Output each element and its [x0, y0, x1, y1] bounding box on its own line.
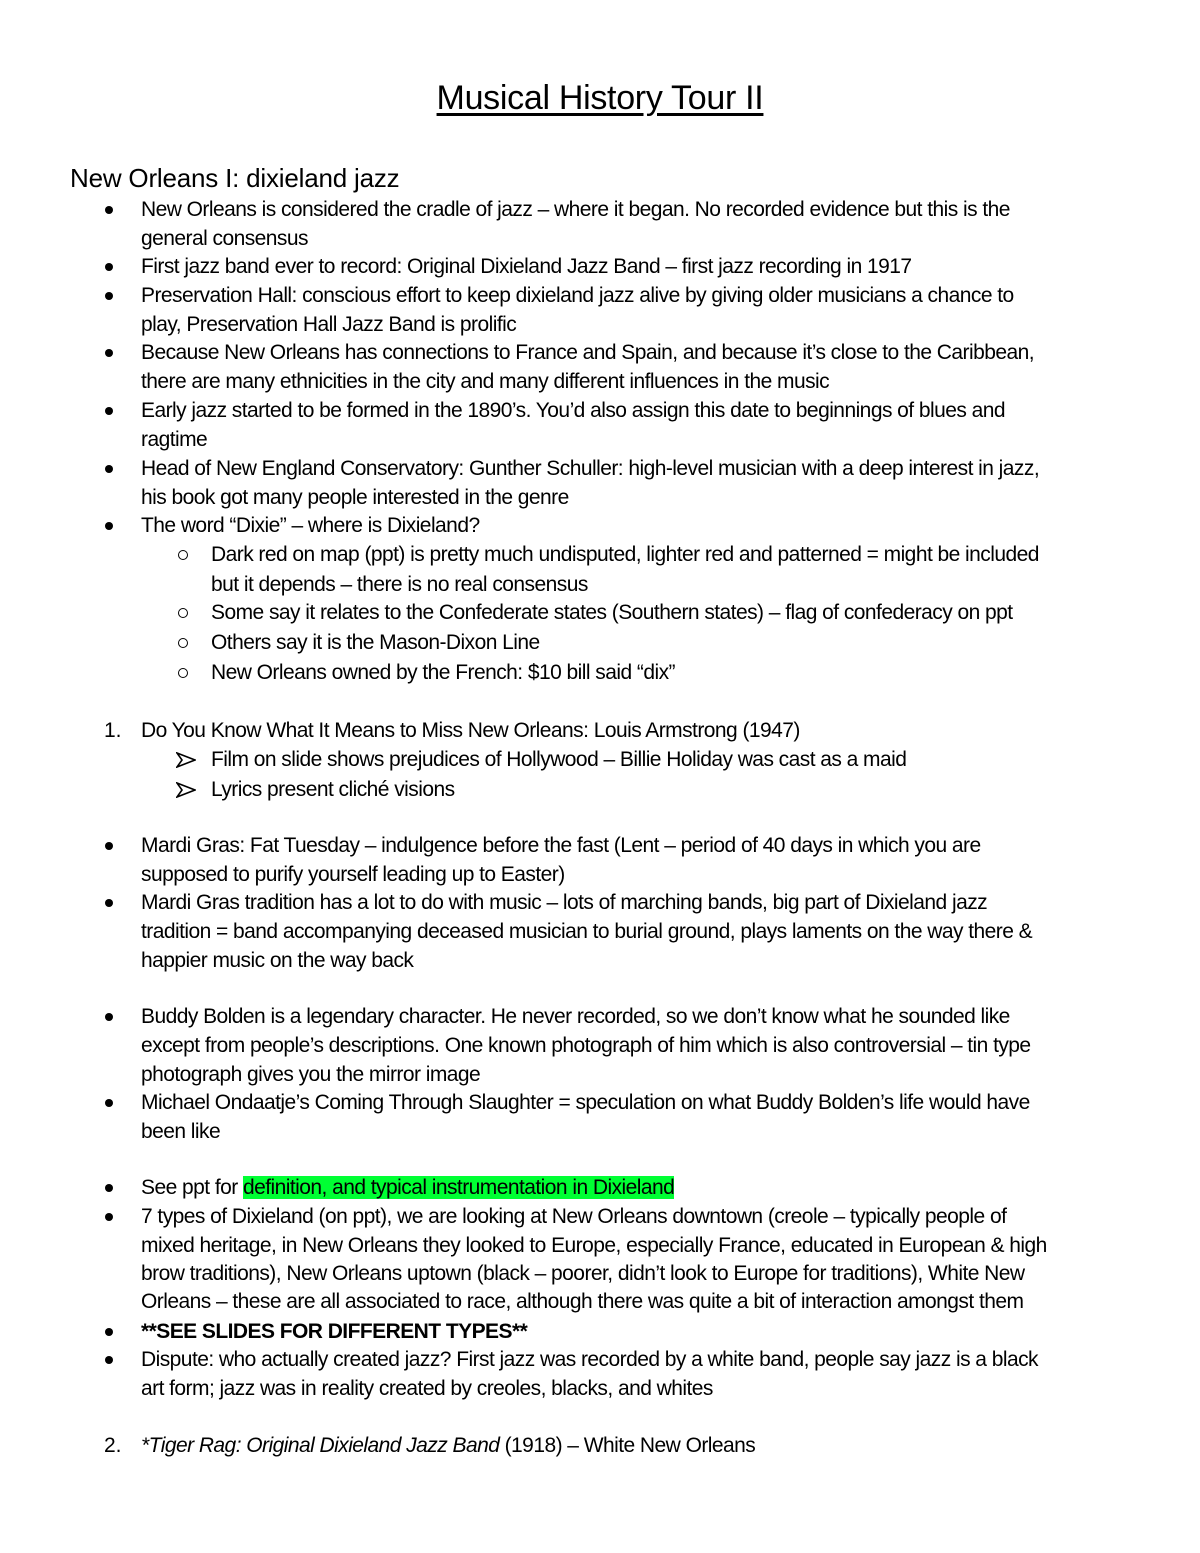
list-item-line: Because New Orleans has connections to France and Spain, and because it’s close to the Caribbean, [141, 341, 1035, 364]
list-item-line: Orleans – these are all associated to race, although there was quite a bit of interaction amongst them [141, 1290, 1024, 1313]
list-number: 2. [104, 1434, 122, 1457]
list-item-line: photograph gives you the mirror image [141, 1063, 481, 1086]
bullet-marker [103, 889, 115, 917]
list-item-line: general consensus [141, 227, 308, 250]
list-item-line: Preservation Hall: conscious effort to keep dixieland jazz alive by giving older musicians a chance to [141, 284, 1014, 307]
sub-list-item-line: Dark red on map (ppt) is pretty much undisputed, lighter red and patterned = might be included [211, 543, 1039, 566]
bullet-marker [103, 1318, 115, 1346]
sub-list-item-line: but it depends – there is no real consensus [211, 573, 588, 596]
bullet-marker [103, 339, 115, 367]
section-heading: New Orleans I: dixieland jazz [70, 163, 400, 193]
song-title-line [141, 1432, 755, 1460]
arrow-bullet-icon [176, 746, 198, 774]
list-item-line: play, Preservation Hall Jazz Band is prolific [141, 313, 517, 336]
list-item-line: supposed to purify yourself leading up to Easter) [141, 863, 565, 886]
list-item-line: Buddy Bolden is a legendary character. He never recorded, so we don’t know what he sounded like [141, 1005, 1010, 1028]
bullet-marker [103, 397, 115, 425]
bullet-marker [103, 1346, 115, 1374]
list-item-line: ragtime [141, 428, 208, 451]
list-item-line: New Orleans is considered the cradle of jazz – where it began. No recorded evidence but this is the [141, 198, 1010, 221]
bullet-marker [103, 1203, 115, 1231]
list-item-line: Early jazz started to be formed in the 1890’s. You’d also assign this date to beginnings of blues and [141, 399, 1006, 422]
bullet-marker [103, 512, 115, 540]
list-item-line: First jazz band ever to record: Original Dixieland Jazz Band – first jazz recording in 1917 [141, 255, 912, 278]
list-number: 1. [104, 719, 122, 742]
list-item-line: happier music on the way back [141, 949, 414, 972]
bullet-marker [103, 1003, 115, 1031]
list-item-line: there are many ethnicities in the city and many different influences in the music [141, 370, 830, 393]
circle-bullet-marker [177, 629, 191, 657]
song-title-rest: (1918) – White New Orleans [499, 1434, 756, 1457]
list-item-line: mixed heritage, in New Orleans they looked to Europe, especially France, educated in European & high [141, 1234, 1047, 1257]
sub-list-item-line: Others say it is the Mason-Dixon Line [211, 631, 540, 654]
list-item-line: his book got many people interested in the genre [141, 486, 569, 509]
list-item-line: Dispute: who actually created jazz? First jazz was recorded by a white band, people say jazz is a black [141, 1348, 1038, 1371]
sub-list-item-line: Some say it relates to the Confederate states (Southern states) – flag of confederacy on ppt [211, 601, 1013, 624]
list-item-line: except from people’s descriptions. One known photograph of him which is also controversial – tin type [141, 1034, 1031, 1057]
song-note-line: Film on slide shows prejudices of Hollywood – Billie Holiday was cast as a maid [211, 748, 907, 771]
list-item-line: Mardi Gras: Fat Tuesday – indulgence before the fast (Lent – period of 40 days in which you are [141, 834, 981, 857]
list-item-line: The word “Dixie” – where is Dixieland? [141, 514, 480, 537]
list-item-line: brow traditions), New Orleans uptown (black – poorer, didn’t look to Europe for traditions), White New [141, 1262, 1025, 1285]
list-item-line: Head of New England Conservatory: Gunther Schuller: high-level musician with a deep interest in jazz, [141, 457, 1040, 480]
circle-bullet-marker [177, 599, 191, 627]
highlighted-text: definition, and typical instrumentation in Dixieland [242, 1176, 675, 1199]
bullet-marker [103, 253, 115, 281]
sub-list-item-line: New Orleans owned by the French: $10 bill said “dix” [211, 661, 675, 684]
bullet-marker [103, 196, 115, 224]
list-item-line: tradition = band accompanying deceased musician to burial ground, plays laments on the way there & [141, 920, 1033, 943]
list-item-line: been like [141, 1120, 221, 1143]
document-title: Musical History Tour II [436, 79, 764, 117]
circle-bullet-marker [177, 659, 191, 687]
song-note-line: Lyrics present cliché visions [211, 778, 455, 801]
list-item-line: Mardi Gras tradition has a lot to do with music – lots of marching bands, big part of Dixieland jazz [141, 891, 988, 914]
bullet-marker [103, 832, 115, 860]
list-item-line: art form; jazz was in reality created by creoles, blacks, and whites [141, 1377, 713, 1400]
circle-bullet-marker [177, 541, 191, 569]
list-item-line: Michael Ondaatje’s Coming Through Slaughter = speculation on what Buddy Bolden’s life would have [141, 1091, 1030, 1114]
list-item-line [141, 1174, 674, 1202]
bullet-marker [103, 455, 115, 483]
list-item-line: 7 types of Dixieland (on ppt), we are looking at New Orleans downtown (creole – typically people of [141, 1205, 1007, 1228]
see-ppt-text: See ppt for [141, 1176, 243, 1199]
bullet-marker [103, 1174, 115, 1202]
song-title-italic: *Tiger Rag: Original Dixieland Jazz Band [141, 1434, 500, 1457]
bullet-marker [103, 282, 115, 310]
arrow-bullet-icon [176, 776, 198, 804]
bullet-marker [103, 1089, 115, 1117]
list-item-line: **SEE SLIDES FOR DIFFERENT TYPES** [141, 1320, 528, 1343]
song-title-line: Do You Know What It Means to Miss New Orleans: Louis Armstrong (1947) [141, 719, 800, 742]
